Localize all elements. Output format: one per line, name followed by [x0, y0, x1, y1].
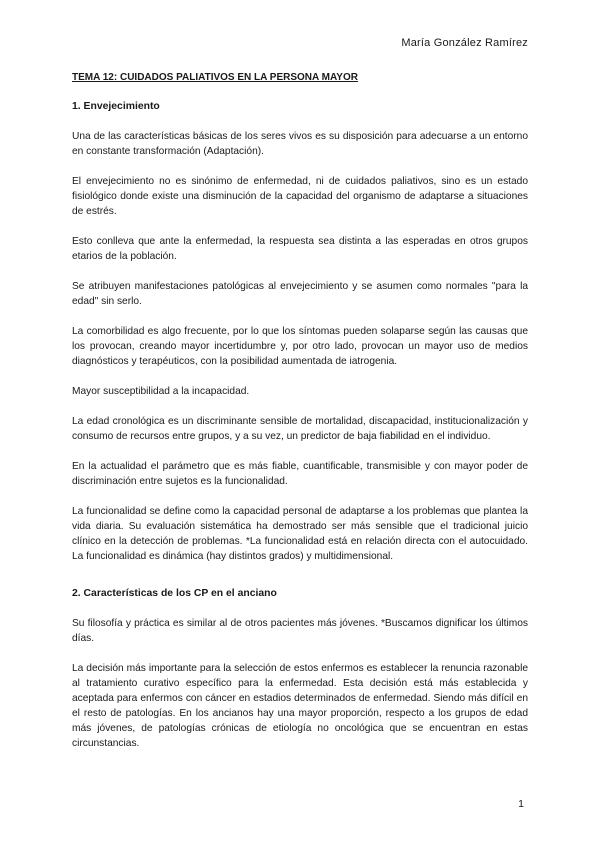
section-envejecimiento: [72, 99, 528, 564]
paragraph: Mayor susceptibilidad a la incapacidad.: [72, 386, 250, 397]
section-heading: 2. Características de los CP en el anciano: [72, 588, 277, 599]
document-title: TEMA 12: CUIDADOS PALIATIVOS EN LA PERSONA MAYOR: [72, 72, 358, 83]
document-body: [72, 70, 528, 766]
section-heading: 1. Envejecimiento: [72, 101, 160, 112]
paragraph: El envejecimiento no es sinónimo de enfermedad, ni de cuidados paliativos, sino es un estado fisiológico donde existe una disminución de la capacidad del organismo de adaptarse a situaciones de estrés.: [72, 176, 528, 217]
paragraph: La funcionalidad se define como la capacidad personal de adaptarse a los problemas que plantea la vida diaria. Su evaluación sistemática ha demostrado ser más sensible que el tradicional juicio clínico en la detección de problemas. *La funcionalidad está en relación directa con el autocuidado. La funcionalidad es dinámica (hay distintos grados) y multidimensional.: [72, 506, 528, 562]
paragraph: La decisión más importante para la selección de estos enfermos es establecer la renuncia razonable al tratamiento curativo específico para la enfermedad. Esta decisión está más establecida y aceptada para enfermos con cáncer en estadios determinados de enfermedad. Siendo más difícil en el resto de patologías. En los ancianos hay una mayor proporción, respecto a los grupos de edad más jóvenes, de patologías crónicas de etiología no oncológica que se encuentran en estas circunstancias.: [72, 663, 528, 749]
paragraph: Su filosofía y práctica es similar al de otros pacientes más jóvenes. *Buscamos dignificar los últimos días.: [72, 618, 528, 644]
paragraph: La edad cronológica es un discriminante sensible de mortalidad, discapacidad, institucionalización y consumo de recursos entre grupos, y a su vez, un predictor de baja fiabilidad en el individuo.: [72, 416, 528, 442]
paragraph: En la actualidad el parámetro que es más fiable, cuantificable, transmisible y con mayor poder de discriminación entre sujetos es la funcionalidad.: [72, 461, 528, 487]
paragraph: Se atribuyen manifestaciones patológicas al envejecimiento y se asumen como normales "para la edad" sin serlo.: [72, 281, 528, 307]
paragraph: Una de las características básicas de los seres vivos es su disposición para adecuarse a un entorno en constante transformación (Adaptación).: [72, 131, 528, 157]
section-caracteristicas-cp: [72, 586, 528, 751]
author-header: María González Ramírez: [401, 37, 528, 49]
page-number: 1: [518, 798, 524, 810]
paragraph: Esto conlleva que ante la enfermedad, la respuesta sea distinta a las esperadas en otros grupos etarios de la población.: [72, 236, 528, 262]
paragraph: La comorbilidad es algo frecuente, por lo que los síntomas pueden solaparse según las causas que los provocan, creando mayor incertidumbre y, por otro lado, provocan un mayor uso de medios diagnósticos y terapéuticos, con la posibilidad aumentada de iatrogenia.: [72, 326, 528, 367]
